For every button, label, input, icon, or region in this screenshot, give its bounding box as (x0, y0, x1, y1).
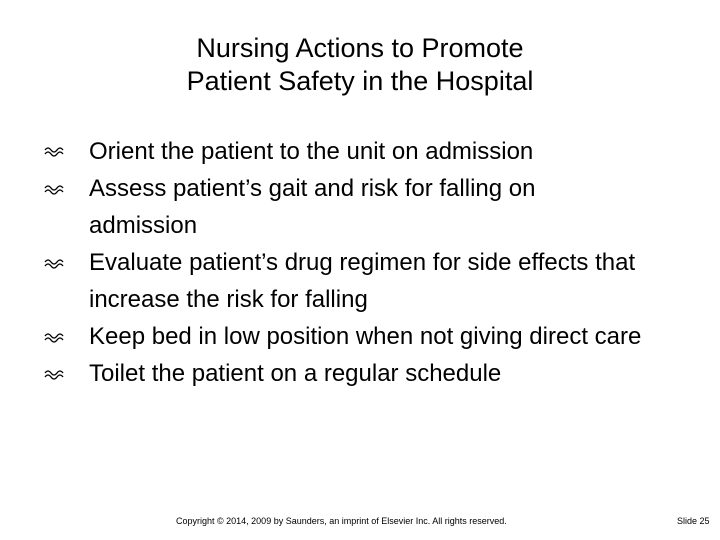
slide-title-line-2: Patient Safety in the Hospital (186, 66, 534, 96)
bullet-text: Assess patient’s gait and risk for falling on admission (89, 175, 536, 239)
slide-title (60, 32, 660, 98)
bullet-item (44, 318, 644, 355)
bullet-item (44, 355, 644, 392)
bullet-item (44, 244, 644, 318)
bullet-item (44, 134, 644, 170)
bullet-text: Keep bed in low position when not giving direct care (89, 323, 642, 350)
copyright-notice: Copyright © 2014, 2009 by Saunders, an imprint of Elsevier Inc. All rights reserved. (176, 516, 507, 526)
bullet-text: Evaluate patient’s drug regimen for side effects that increase the risk for falling (89, 249, 636, 313)
slide-number: Slide 25 (677, 516, 710, 526)
slide-title-line-1: Nursing Actions to Promote (196, 33, 524, 63)
wave-bullet-icon (44, 257, 64, 269)
wave-bullet-icon (44, 183, 64, 195)
bullet-text: Orient the patient to the unit on admission (89, 138, 534, 165)
wave-bullet-icon (44, 368, 64, 380)
wave-bullet-icon (44, 331, 64, 343)
bullet-item (44, 170, 644, 244)
bullet-list (44, 134, 644, 392)
wave-bullet-icon (44, 145, 64, 157)
bullet-text: Toilet the patient on a regular schedule (89, 360, 502, 387)
